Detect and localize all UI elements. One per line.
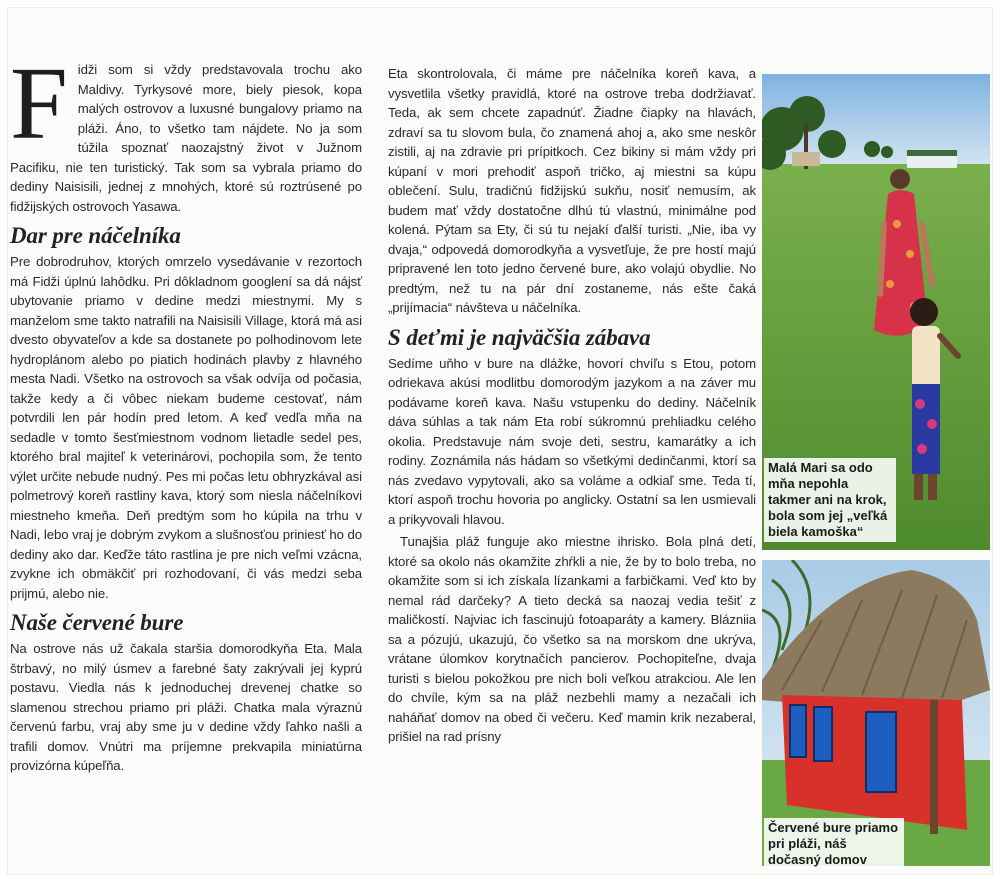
body-paragraph: Sedíme uňho v bure na dlážke, hovorí chvíľu s Etou, potom odriekava akúsi modlitbu domorodým jazykom a na záver mu podávame koreň kava. Našu vstupenku do dediny. Náčelník dáva súhlas a tak nám Eta robí súkromnú prehliadku celého okolia. Predstavuje nám svoje deti, sestru, kamarátky a ich rodiny. Zoznámila nás hádam so všetkými dedinčanmi, ktorí sa nás zvedavo vypytovali, ako sa voláme a odkiaľ sme. Teda tí, ktorí aspoň trochu hovoria po anglicky. Ostatní sa len usmievali a prikyvovali hlavou.	[388, 355, 756, 527]
section-heading-children: S deťmi je najväčšia zábava	[388, 324, 651, 350]
drop-cap: F	[10, 46, 68, 161]
intro-text: idži som si vždy predstavovala trochu ako Maldivy. Tyrkysové more, biely piesok, kopa malých ostrovov a luxusné bungalovy priamo na pláži. Áno, to všetko tam nájdete. No ja som túžila spoznať naozajstný život v Južnom Pacifiku, nie ten turistický. Tak som sa vybrala priamo do dediny Naisisili, jednej z mnohých, ktoré sú roztrúsené po fidžijských ostrovoch Yasawa.	[10, 62, 362, 214]
photo-caption-bure: Červené bure priamo pri pláži, náš dočasný domov	[764, 818, 904, 870]
intro-paragraph	[10, 46, 362, 216]
photo-caption-girls: Malá Mari sa odo mňa nepohla takmer ani na krok, bola som jej „veľká biela kamoška“	[764, 458, 896, 542]
section-heading-red-bure: Naše červené bure	[10, 610, 184, 635]
body-paragraph: Na ostrove nás už čakala staršia domorodkyňa Eta. Mala štrbavý, no milý úsmev a farebné šaty zakrývali jej kyprú postavu. Viedla nás k jednoduchej drevenej chatke so slamenou strechou priamo pri pláži. Chatka mala výraznú červenú farbu, vraj aby sme ju v dedine vždy ľahko našli a trafili domov. Vnútri ma príjemne prekvapila miniatúrna provizórna kúpeľňa.	[10, 641, 362, 773]
column-left	[10, 46, 362, 779]
body-paragraph: Tunajšia pláž funguje ako miestne ihrisko. Bola plná detí, ktoré sa okolo nás okamžite zhŕkli a nie, že by to bolo treba, no okamžite som si ich získala lízankami a farbičkami. Veď kto by nemal rád darčeky? A tieto decká sa naozaj vedia tešiť z maličkostí. Najviac ich fascinujú fotoaparáty a kamery. Blázniia sa a pózujú, ukazujú, čo všetko sa na morskom dne ukrýva, vrátane úlomkov korytnačích pancierov. Pochopiteľne, dvaja turisti s bielou pokožkou pre nich boli veľkou atrakciou. Ale len do chvíle, kým sa na pláž nezbehli mamy a nezačali ich naháňať domov na obed či večeru. Keď mamin krik nezaberal, prišiel na rad prísny	[388, 534, 756, 744]
body-paragraph: Pre dobrodruhov, ktorých omrzelo vysedávanie v rezortoch má Fidži úplnú lahôdku. Pri dôkladnom googlení sa dá nájsť ubytovanie priamo v dedine medzi miestnymi. My s manželom sme takto natrafili na Naisisili Village, ktorá má asi dvesto obyvateľov a kde sa dostanete po polhodinovom lete hydroplánom alebo po piatich hodinách plavby z hlavného mesta Nadi. Všetko na ostrovoch sa však odvíja od počasia, takže kedy a či vôbec niekam budeme cestovať, nám potvrdili len pár hodín pred letom. A keď vedľa mňa na sedadle v tomto šesťmiestnom vodnom lietadle sedel pes, ktorého bral majiteľ k veterinárovi, pochopila som, že tento výlet určite nebude nudný. Pes mi počas letu obhryzkával asi polmetrový koreň rastliny kava, ktorý som niesla náčelníkovi miestneho kmeňa. Deň predtým som ho kúpila na trhu v Nadi, lebo vraj je dobrým zvykom a slušnosťou priniesť ho do dediny ako dar. Keďže táto rastlina je pre nich veľmi vzácna, zvykne ich obmäkčiť pri rozhodovaní, či vás medzi seba prijmú, alebo nie.	[10, 254, 362, 601]
column-middle	[388, 64, 756, 750]
body-paragraph: Eta skontrolovala, či máme pre náčelníka koreň kava, a vysvetlila všetky pravidlá, ktoré na ostrove treba dodržiavať. Teda, ak sem chcete zapadnúť. Žiadne čiapky na hlavách, zdraví sa tu slovom bula, čo znamená ahoj a, ako sme neskôr zistili, aj na zdravie pri prípitkoch. Cez bikiny si mám vždy pri kúpaní v mori prehodiť aspoň tričko, aj miestni sa kúpu oblečení. Sulu, tradičnú fidžijskú sukňu, nosiť nemusím, ak budem mať vždy dostatočne dlhú tú vlastnú, minimálne pod kolená. Pýtam sa Ety, či sú tu nejakí ďalší turisti. „Nie, iba vy dvaja,“ odpovedá domorodkyňa a vysvetľuje, že pre hostí majú pripravené len toto jedno červené bure, ako volajú obydlie. No predtým, než tu na pár dní zostaneme, nás ešte čaká „prijímacia“ návšteva u náčelníka.	[388, 66, 756, 315]
section-heading-gift-for-chief: Dar pre náčelníka	[10, 223, 181, 248]
